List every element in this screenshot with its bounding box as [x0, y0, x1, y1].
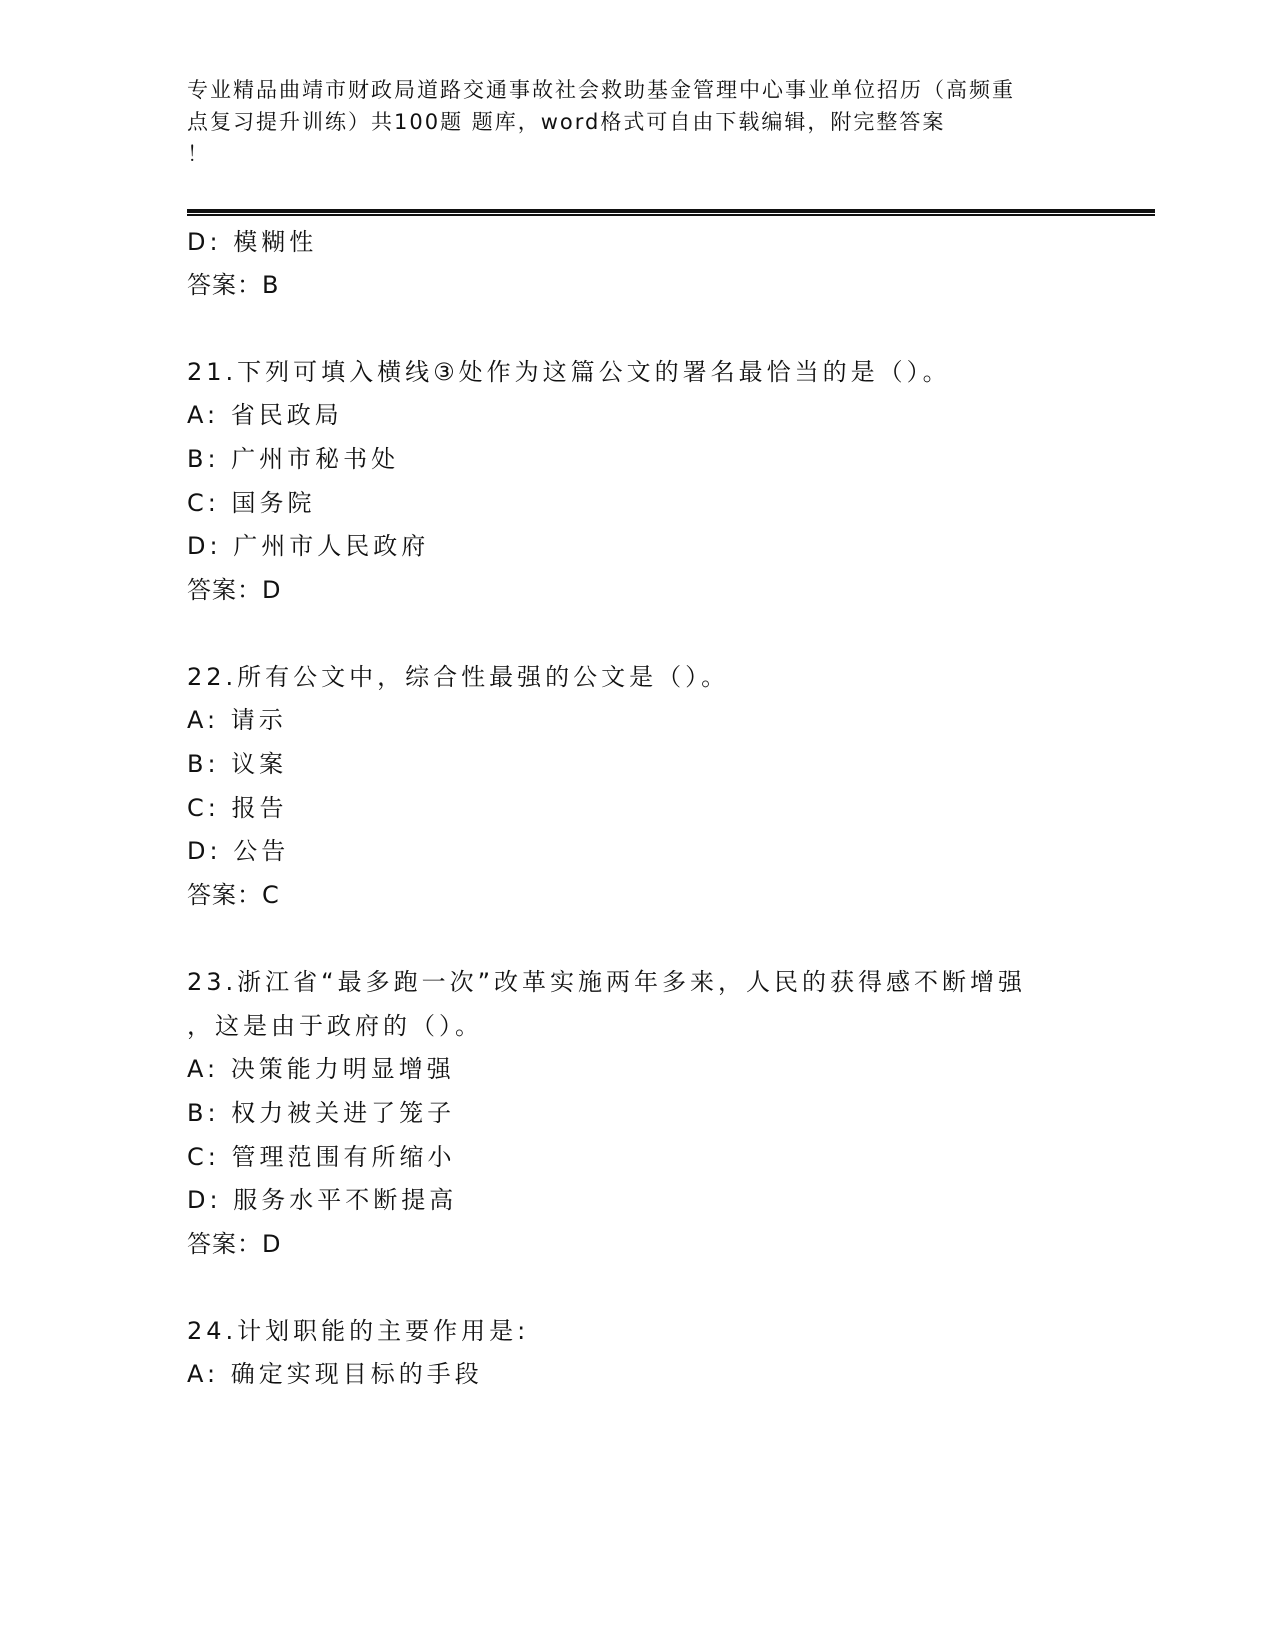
- q22-answer: 答案：C: [187, 881, 280, 909]
- q21-option-d: D: 广州市人民政府: [187, 532, 430, 560]
- q21-question: 21.下列可填入横线③处作为这篇公文的署名最恰当的是（）。: [187, 358, 951, 386]
- q21-answer: 答案：D: [187, 576, 282, 604]
- q23-question-line-2: ，这是由于政府的（）。: [187, 1012, 483, 1040]
- q23-option-a: A: 决策能力明显增强: [187, 1055, 455, 1083]
- q21-option-c: C: 国务院: [187, 489, 316, 517]
- q21-option-a: A: 省民政局: [187, 401, 343, 429]
- q24-option-a: A: 确定实现目标的手段: [187, 1360, 483, 1388]
- header-divider: [187, 209, 1155, 216]
- header-title-line-2: 点复习提升训练）共100题 题库，word格式可自由下载编辑，附完整答案: [187, 110, 946, 134]
- prev-answer: 答案：B: [187, 271, 280, 299]
- q22-option-a: A: 请示: [187, 706, 287, 734]
- document-header: [187, 74, 1087, 170]
- q23-question-line-1: 23.浙江省“最多跑一次”改革实施两年多来，人民的获得感不断增强: [187, 968, 1027, 996]
- q23-option-d: D: 服务水平不断提高: [187, 1186, 458, 1214]
- prev-option-d: D: 模糊性: [187, 228, 318, 256]
- header-title-line-1: 专业精品曲靖市财政局道路交通事故社会救助基金管理中心事业单位招历（高频重: [187, 78, 1015, 102]
- q21-option-b: B: 广州市秘书处: [187, 445, 400, 473]
- q23-option-c: C: 管理范围有所缩小: [187, 1143, 456, 1171]
- q22-question: 22.所有公文中，综合性最强的公文是（）。: [187, 663, 730, 691]
- header-title-line-3: ！: [187, 142, 210, 166]
- q23-option-b: B: 权力被关进了笼子: [187, 1099, 456, 1127]
- q23-answer: 答案：D: [187, 1230, 282, 1258]
- q24-question: 24.计划职能的主要作用是:: [187, 1317, 530, 1345]
- q22-option-c: C: 报告: [187, 794, 288, 822]
- q22-option-d: D: 公告: [187, 837, 290, 865]
- q22-option-b: B: 议案: [187, 750, 288, 778]
